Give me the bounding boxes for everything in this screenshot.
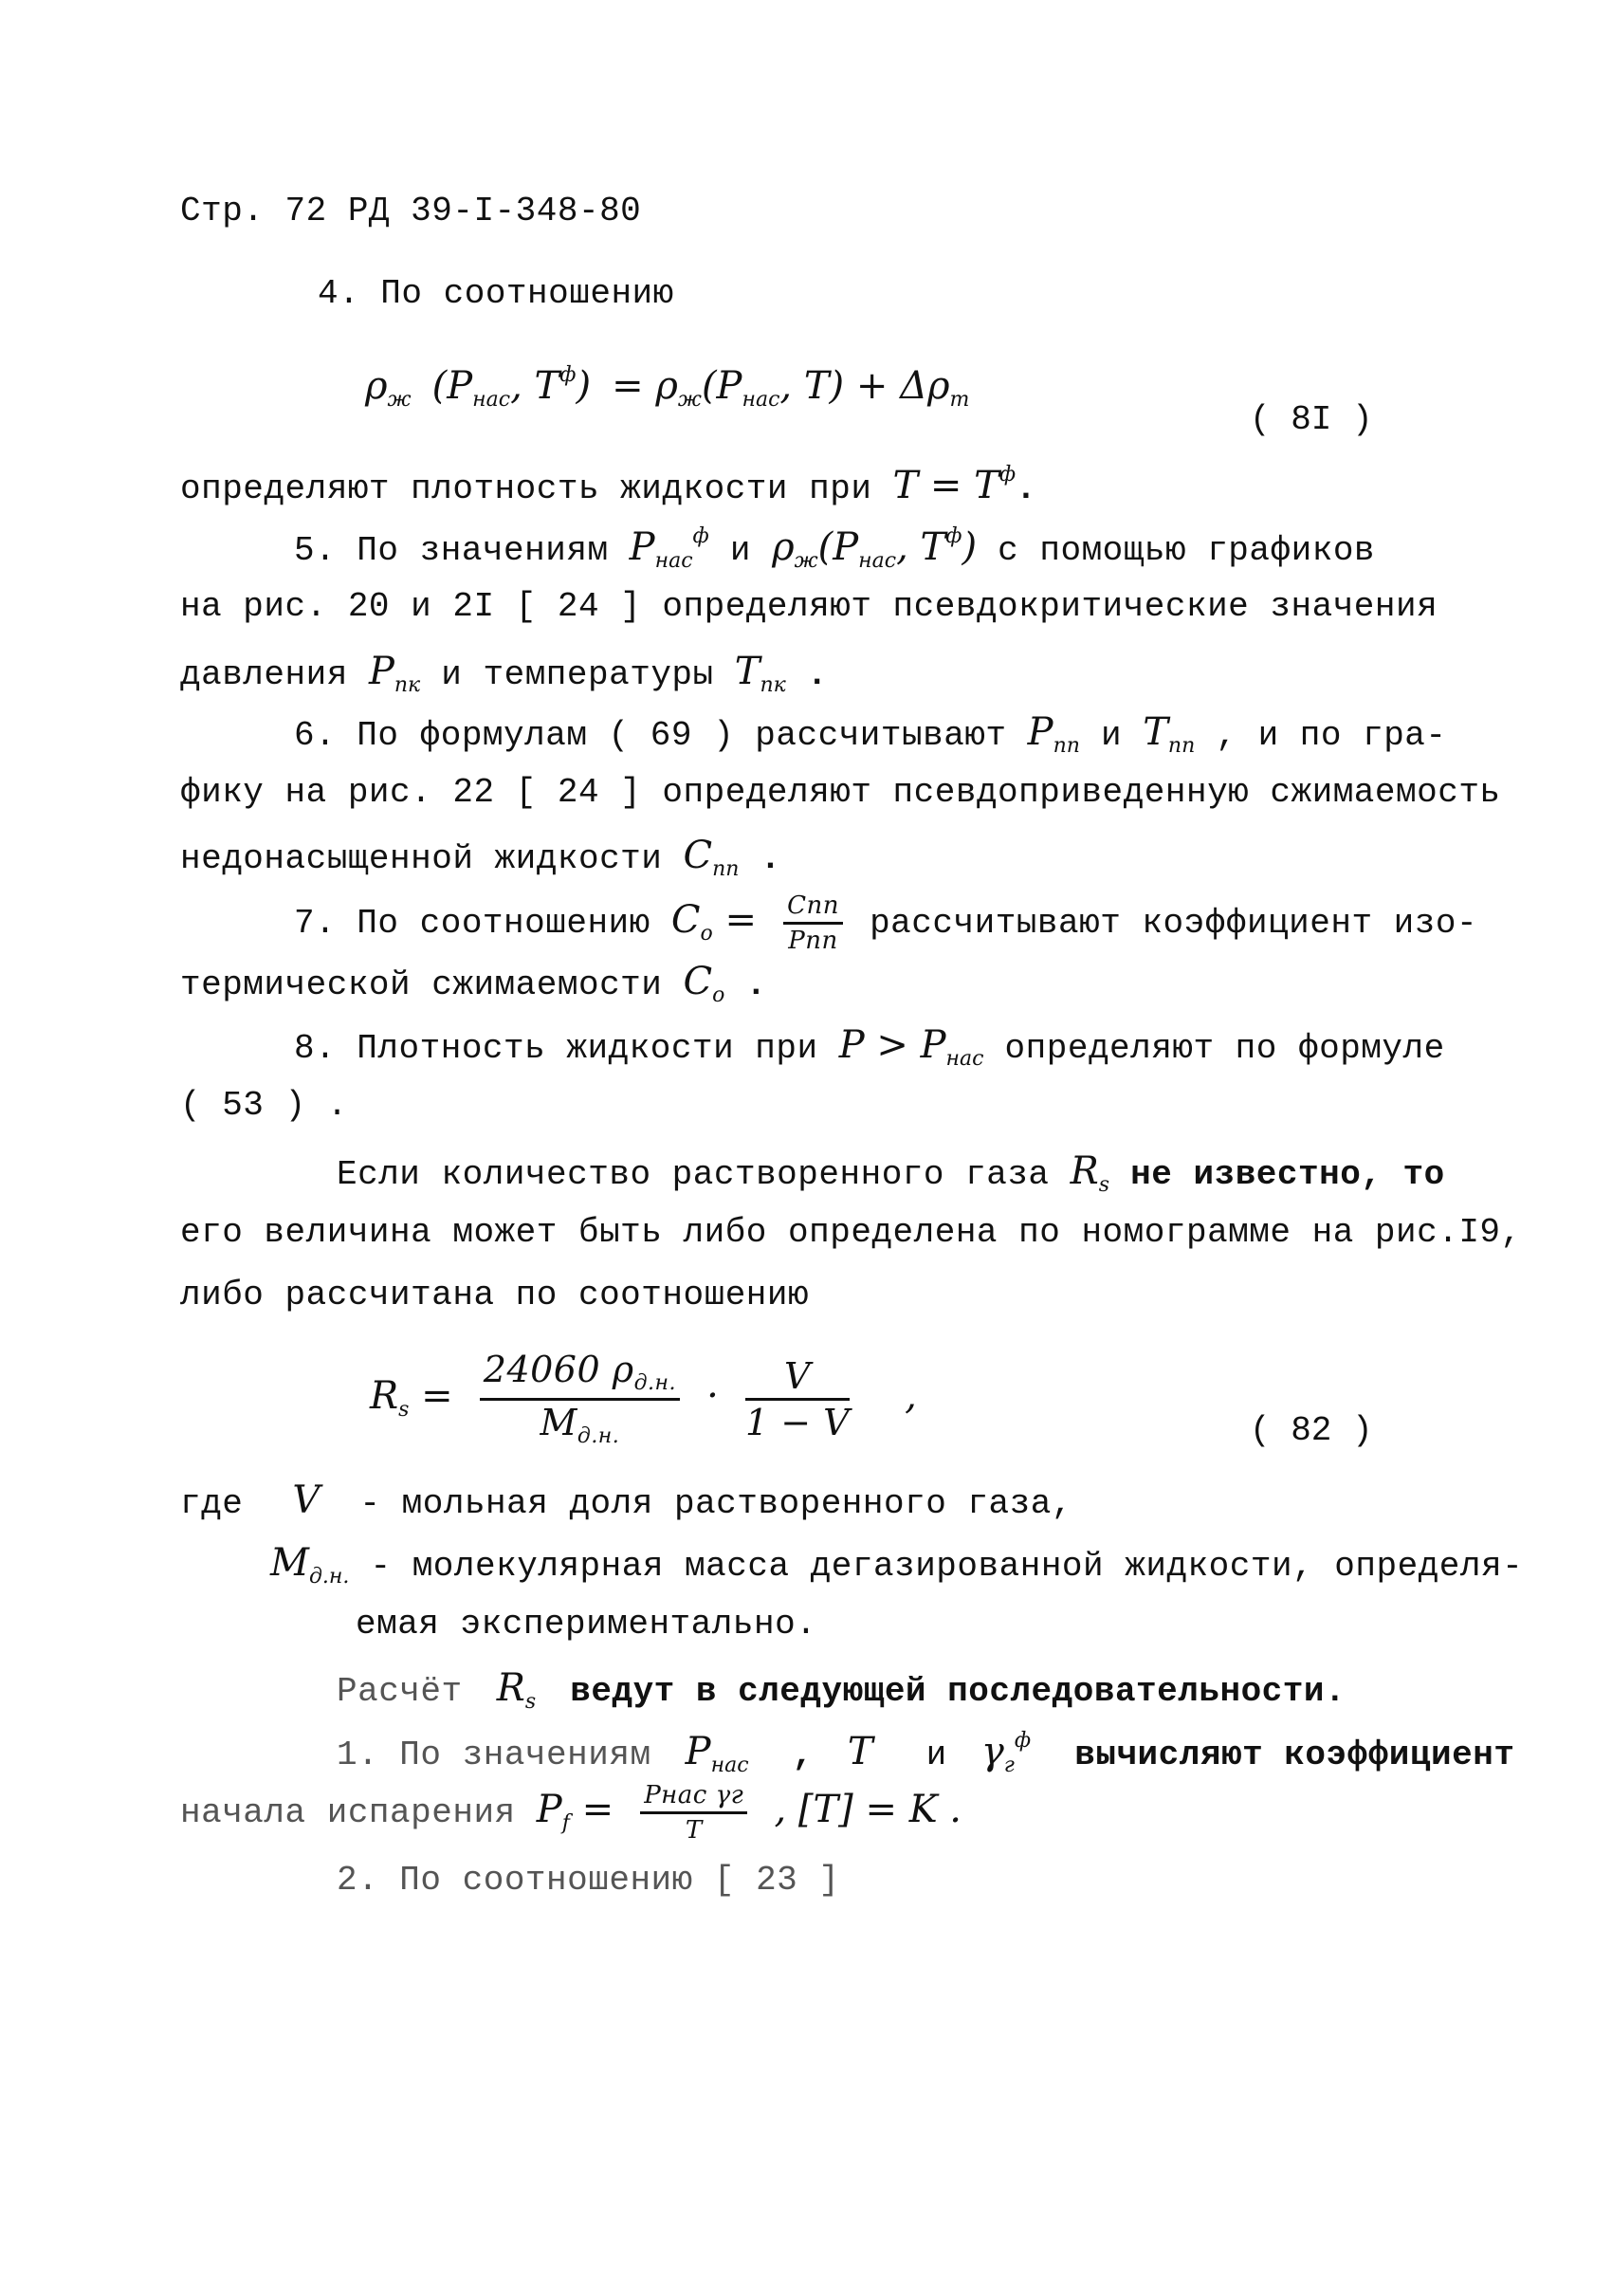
step-7-line-2: термической сжимаемости $C_о$ .: [180, 960, 767, 1007]
rs-step-2-line-1: 2. По соотношению [ 23 ]: [337, 1861, 840, 1900]
rs-paragraph-line-1: Если количество растворенного газа $R_s$ не известно, то: [337, 1149, 1445, 1197]
page-header: [180, 194, 641, 229]
where-v-line: где V - мольная доля растворенного газа,: [180, 1479, 1072, 1523]
rs-step-1-line-1: 1. По значениям $P_{нас}$ , T и $\gamma_г^ф$ вычисляют коэффициент: [337, 1729, 1515, 1777]
fraction-cpp-over-ppp: $\frac{\text{Cпп}}{\text{Pпп}}$: [783, 893, 843, 953]
step-6-line-2: фику на рис. 22 [ 24 ] определяют псевдоприведенную сжимаемость: [180, 773, 1501, 812]
sequence-heading: Расчёт $R_s$ ведут в следующей последовательности.: [337, 1666, 1346, 1714]
equation-81: $\rho_ж$ ($P_{нас}$, $T^ф) = \rho_ж(P_{нас}$, $T) + \Delta\rho_т$: [365, 363, 970, 412]
where-m-line-2: емая экспериментально.: [356, 1605, 817, 1644]
fraction-v-over-1-minus-v: $\frac{V}{1 - V}$: [744, 1355, 851, 1443]
equation-number-81: ( 8I ): [1250, 400, 1373, 439]
fraction-24060: $\frac{24060 \rho_{д.н.}}{M_{д.н.}}$: [480, 1351, 680, 1447]
eq81-rhs: = $\rho_ж(P_{нас}$, $T) + \Delta\rho_т$: [612, 364, 970, 412]
step-5-line-1: 5. По значениям $P_{нас}^ф$ и $\rho_ж(P_{нас}$, $T^ф$) с помощью графиков: [294, 524, 1376, 573]
rs-paragraph-line-3: либо рассчитана по соотношению: [180, 1276, 810, 1314]
where-m-line: $M_{д.н.}$ - молекулярная масса дегазированной жидкости, определя-: [270, 1541, 1524, 1589]
eq81-lhs: $\rho_ж$: [365, 364, 412, 412]
equation-82: $R_s$ = $\frac{24060 \rho_{д.н.}}{M_{д.н.}}$ · $\frac{V}{1 - V}$ ,: [370, 1349, 917, 1448]
equation-number-82: ( 82 ): [1250, 1411, 1373, 1450]
step-4-intro: 4. По соотношению: [318, 274, 674, 313]
step-5-line-2: на рис. 20 и 2I [ 24 ] определяют псевдокритические значения: [180, 587, 1438, 626]
rs-step-1-line-2: начала испарения $P_f$ = $\frac{\text{Pнас γг}}{T}$ , [T] = K .: [180, 1781, 962, 1845]
page-reference: Стр. 72 РД 39-I-348-80: [180, 192, 642, 230]
step-5-line-3: давления $P_{пк}$ и температуры $T_{пк}$ .: [180, 650, 828, 697]
fraction-pnas-gamma-over-t: $\frac{\text{Pнас γг}}{T}$: [640, 1783, 747, 1843]
rs-paragraph-line-2: его величина может быть либо определена по номограмме на рис.I9,: [180, 1213, 1522, 1252]
step-6-line-1: 6. По формулам ( 69 ) рассчитывают $P_{пп}$ и $T_{пп}$ , и по гра-: [294, 710, 1447, 758]
step-4-result: определяют плотность жидкости при $T = T^ф$.: [180, 463, 1037, 508]
step-8-line-1: 8. Плотность жидкости при $P > P_{нас}$ определяют по формуле: [294, 1023, 1445, 1071]
step-8-line-2: ( 53 ) .: [180, 1086, 348, 1125]
step-6-line-3: недонасыщенной жидкости $C_{пп}$ .: [180, 834, 781, 881]
step-7-line-1: 7. По соотношению $C_о$ = $\frac{\text{Cпп}}{\text{Pпп}}$ рассчитывают коэффициент изо-: [294, 891, 1478, 955]
